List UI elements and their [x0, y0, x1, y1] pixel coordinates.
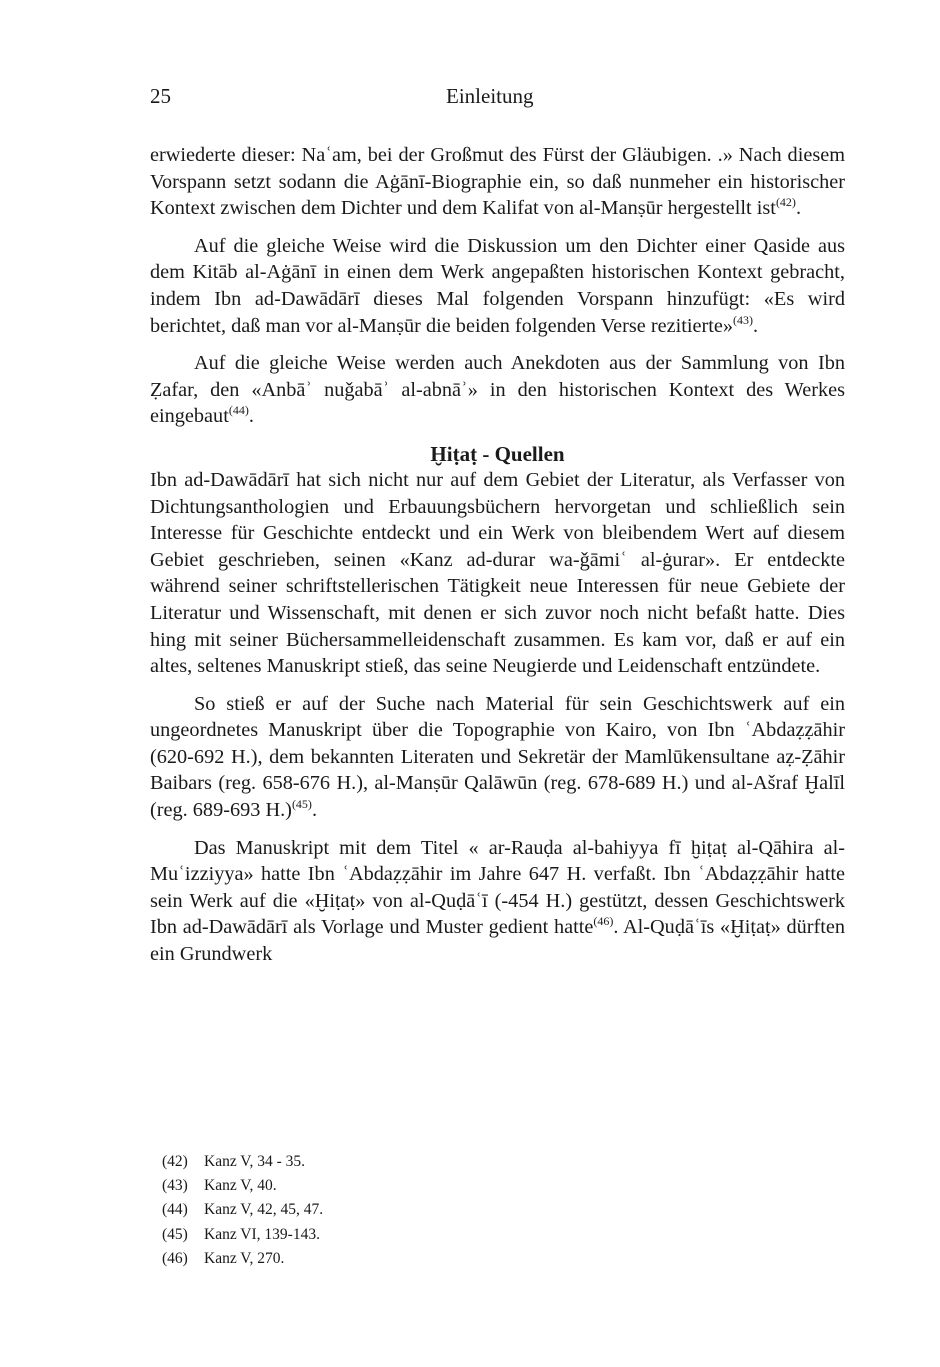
body-text [150, 142, 845, 979]
section-heading: Ḫiṭaṭ - Quellen [430, 441, 565, 466]
paragraph-text: Auf die gleiche Weise werden auch Anekdoten aus der Sammlung von Ibn Ẓafar, den «Anbāʾ nuǧabāʾ al-abnāʾ» in den historischen Kontext des Werkes eingebaut [150, 352, 845, 428]
footnote-ref: (42) [775, 195, 796, 210]
paragraph-tail: . [753, 314, 759, 337]
footnote [162, 1247, 662, 1271]
footnote-text: Kanz V, 34 - 35. [204, 1153, 306, 1170]
paragraph [150, 691, 845, 824]
page-number: 25 [150, 84, 171, 108]
paragraph-tail: . Al-Quḍāʿīs «Ḫiṭaṭ» dürften ein Grundwerk [150, 916, 846, 966]
footnote-number: (46) [162, 1249, 188, 1267]
footnote-number: (44) [162, 1201, 188, 1219]
paragraph [150, 350, 845, 430]
footnote-ref: (45) [291, 797, 312, 812]
paragraph-text: So stieß er auf der Suche nach Material für sein Geschichtswerk auf ein ungeordnetes Manuskript über die Topographie von Kairo, von Ibn ʿAbdaẓẓāhir (620-692 H.), dem bekannten Literaten und Sekretär der Mamlūkensultane aẓ-Ẓāhir Baibars (reg. 658-676 H.), al-Manṣūr Qalāwūn (reg. 678-689 H.) und al-Ašraf Ḫalīl (reg. 689-693 H.) [150, 692, 845, 822]
footnote-text: Kanz V, 42, 45, 47. [204, 1201, 324, 1219]
paragraph-tail: . [248, 405, 254, 428]
footnote-text: Kanz V, 40. [204, 1177, 277, 1195]
footnote [162, 1223, 662, 1247]
paragraph-tail: . [795, 197, 802, 220]
footnote [162, 1198, 662, 1222]
paragraph [150, 233, 845, 339]
paragraph-text: Das Manuskript mit dem Titel « ar-Rauḍa al-bahiyya fī ḫiṭaṭ al-Qāhira al-Muʿizziyya» hatte Ibn ʿAbdaẓẓāhir im Jahre 647 H. verfaßt. Ibn ʿAbdaẓẓāhir hatte sein Werk auf die «Ḫiṭaṭ» von al-Quḍāʿī (-454 H.) gestützt, dessen Geschichtswerk Ibn ad-Dawādārī als Vorlage und Muster gedient hatte [150, 836, 845, 939]
running-header [150, 84, 845, 110]
footnote-number: (43) [162, 1177, 188, 1195]
footnote-number: (45) [162, 1225, 188, 1243]
paragraph-text: Auf die gleiche Weise wird die Diskussion um den Dichter einer Qaside aus dem Kitāb al-Aġānī in einen dem Werk angepaßten historischen Kontext gebracht, indem Ibn ad-Dawādārī dieses Mal folgenden Vorspann hinzufügt: «Es wird berichtet, daß man vor al-Manṣūr die beiden folgenden Verse rezitierte» [150, 234, 845, 337]
paragraph-tail: . [311, 799, 318, 822]
running-title: Einleitung [446, 84, 534, 108]
footnotes [162, 1150, 662, 1271]
footnote-text: Kanz VI, 139-143. [204, 1225, 320, 1243]
footnote-ref: (44) [228, 403, 249, 418]
paragraph [150, 467, 845, 680]
paragraph [150, 835, 845, 968]
footnote [162, 1150, 662, 1174]
footnote-ref: (43) [733, 312, 754, 327]
footnote-number: (42) [162, 1153, 188, 1170]
paragraph-text: Ibn ad-Dawādārī hat sich nicht nur auf dem Gebiet der Literatur, als Verfasser von Dichtungsanthologien und Erbauungsbüchern hervorgetan und schließlich sein Interesse für Geschichte entdeckt und ein Werk von bleibendem Wert auf diesem Gebiet geschrieben, seinen «Kanz ad-durar wa-ǧāmiʿ al-ġurar». Er entdeckte während seiner schriftstellerischen Tätigkeit neue Interessen für neue Gebiete der Literatur und Wissenschaft, mit denen er sich zuvor noch nicht befaßt hatte. Dies hing mit seiner Büchersammelleidenschaft zusammen. Es kam vor, daß er auf ein altes, seltenes Manuskript stieß, das seine Neugierde und Leidenschaft entzündete. [150, 468, 845, 678]
footnote [162, 1174, 662, 1198]
footnote-ref: (46) [593, 914, 614, 929]
footnote-text: Kanz V, 270. [204, 1249, 285, 1267]
paragraph-text: erwiederte dieser: Naʿam, bei der Großmut des Fürst der Gläubigen. .» Nach diesem Vorspann setzt sodann die Aġānī-Biographie ein, so daß nunmeher ein historischer Kontext zwischen dem Dichter und dem Kalifat von al-Manṣūr hergestellt ist [150, 144, 845, 220]
paragraph [150, 142, 845, 222]
